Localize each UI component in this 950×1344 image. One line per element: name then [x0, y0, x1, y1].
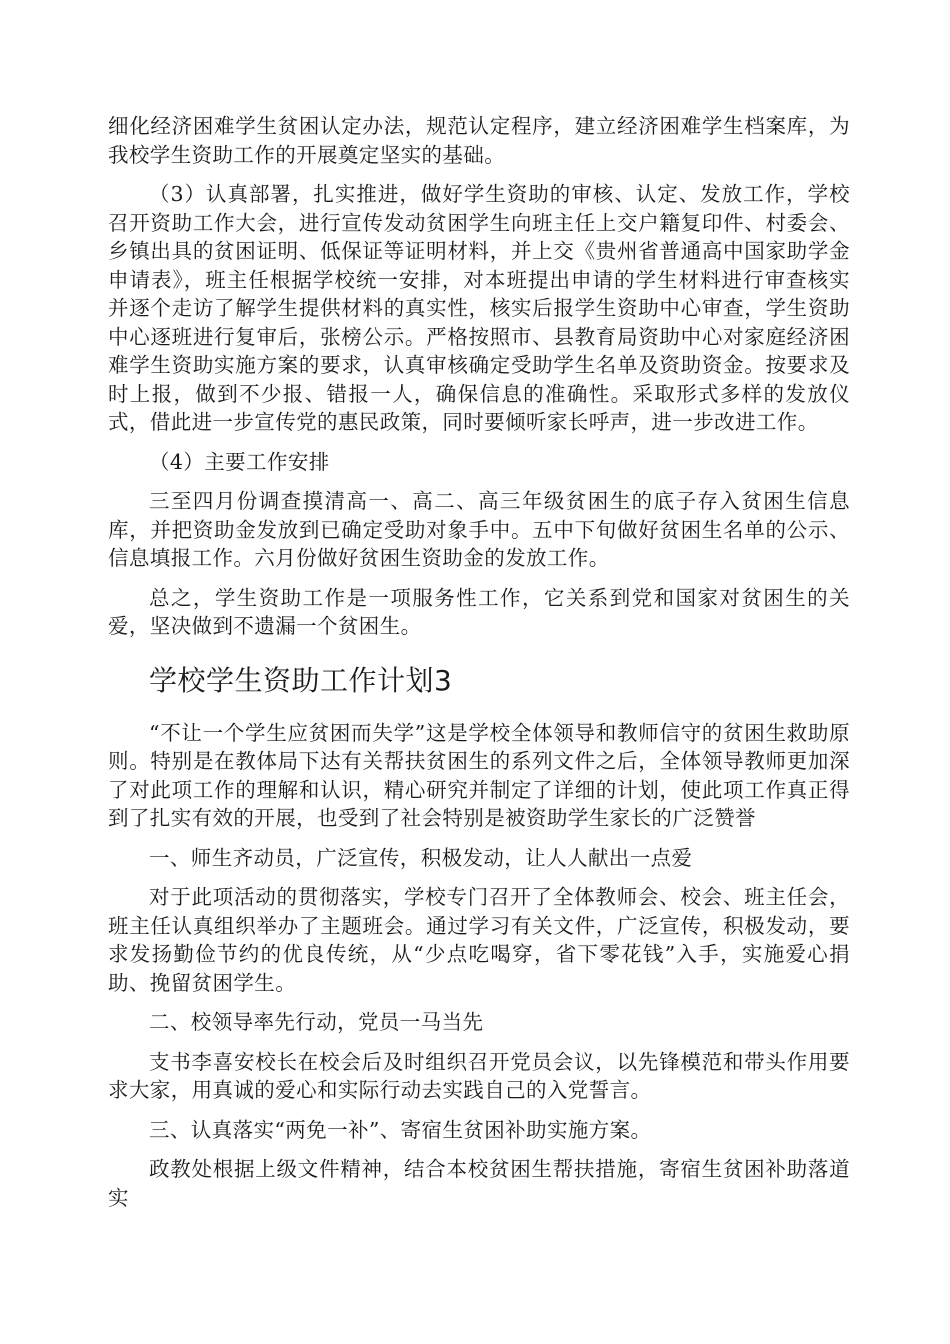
- section-heading: 学校学生资助工作计划3: [149, 663, 453, 697]
- paragraph-summary: 总之，学生资助工作是一项服务性工作，它关系到党和国家对贫困生的关爱，坚决做到不遗漏一个贫困生。: [108, 585, 850, 638]
- document-page: [108, 112, 850, 1212]
- paragraph-schedule: 三至四月份调查摸清高一、高二、高三年级贫困生的底子存入贫困生信息库，并把资助金发放到已确定受助对象手中。五中下旬做好贫困生名单的公示、信息填报工作。六月份做好贫困生资助金的发放工作。: [108, 489, 850, 570]
- paragraph-two-body: 支书李喜安校长在校会后及时组织召开党员会议，以先锋模范和带头作用要求大家，用真诚的爱心和实际行动去实践自己的入党誓言。: [108, 1049, 850, 1102]
- paragraph-continuation: 细化经济困难学生贫困认定办法，规范认定程序，建立经济困难学生档案库，为我校学生资助工作的开展奠定坚实的基础。: [108, 114, 850, 167]
- subheading-one: 一、师生齐动员，广泛宣传，积极发动，让人人献出一点爱: [149, 845, 693, 870]
- paragraph-one-body: 对于此项活动的贯彻落实，学校专门召开了全体教师会、校会、班主任会，班主任认真组织举办了主题班会。通过学习有关文件，广泛宣传，积极发动，要求发扬勤俭节约的优良传统，从“少点吃喝穿，省下零花钱”入手，实施爱心捐助、挽留贫困学生。: [108, 885, 850, 995]
- paragraph-intro: “不让一个学生应贫困而失学”这是学校全体领导和教师信守的贫困生救助原则。特别是在教体局下达有关帮扶贫困生的系列文件之后，全体领导教师更加深了对此项工作的理解和认识，精心研究并制定了详细的计划，使此项工作真正得到了扎实有效的开展，也受到了社会特别是被资助学生家长的广泛赞誉: [108, 720, 850, 830]
- subheading-three: 三、认真落实“两免一补”、寄宿生贫困补助实施方案。: [149, 1117, 652, 1142]
- paragraph-three-body: 政教处根据上级文件精神，结合本校贫困生帮扶措施，寄宿生贫困补助落道实: [108, 1157, 850, 1210]
- subheading-two: 二、校领导率先行动，党员一马当先: [149, 1010, 484, 1034]
- paragraph-item-4-title: （4）主要工作安排: [149, 449, 330, 474]
- paragraph-item-3: （3）认真部署，扎实推进，做好学生资助的审核、认定、发放工作，学校召开资助工作大会，进行宣传发动贫困学生向班主任上交户籍复印件、村委会、乡镇出具的贫困证明、低保证等证明材料，并上交《贵州省普通高中国家助学金申请表》，班主任根据学校统一安排，对本班提出申请的学生材料进行审查核实并逐个走访了解学生提供材料的真实性，核实后报学生资助中心审查，学生资助中心逐班进行复审后，张榜公示。严格按照市、县教育局资助中心对家庭经济困难学生资助实施方案的要求，认真审核确定受助学生名单及资助资金。按要求及时上报，做到不少报、错报一人，确保信息的准确性。采取形式多样的发放仪式，借此进一步宣传党的惠民政策，同时要倾听家长呼声，进一步改进工作。: [108, 182, 850, 434]
